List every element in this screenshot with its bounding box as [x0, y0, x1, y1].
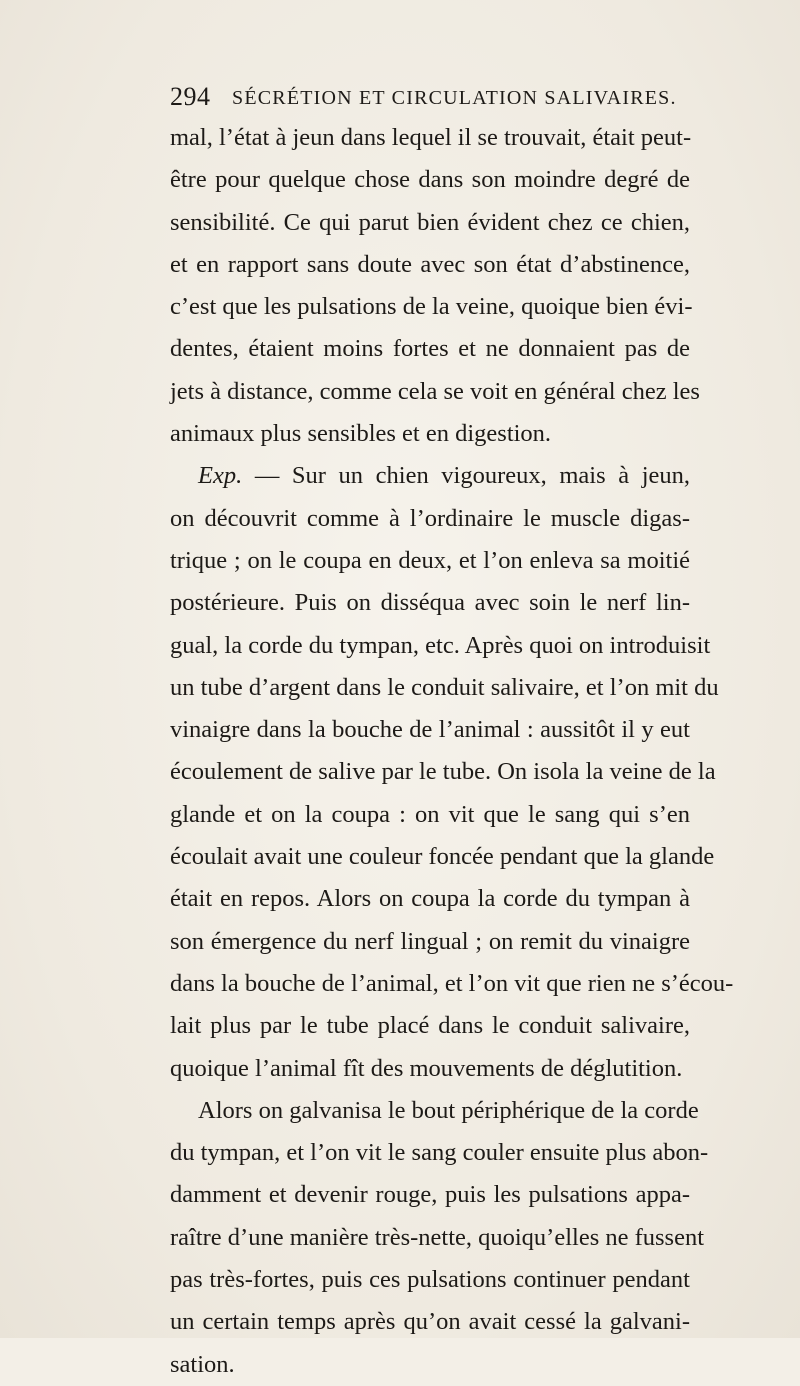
- text-line: dentes, étaient moins fortes et ne donnaient pas de: [170, 335, 690, 363]
- text-line: écoulait avait une couleur foncée pendant que la glande: [170, 843, 715, 871]
- text-line: était en repos. Alors on coupa la corde du tympan à: [170, 885, 690, 913]
- text-line: quoique l’animal fît des mouvements de déglutition.: [170, 1054, 683, 1082]
- text-line: Alors on galvanisa le bout périphérique de la corde: [198, 1096, 699, 1124]
- text-segment: — Sur un chien vigoureux, mais à jeun,: [254, 462, 691, 490]
- text-line: pas très-fortes, puis ces pulsations continuer pendant: [170, 1266, 690, 1294]
- page-header: [170, 82, 690, 112]
- text-line: sensibilité. Ce qui parut bien évident chez ce chien,: [170, 208, 690, 236]
- text-line: un certain temps après qu’on avait cessé la galvani-: [170, 1308, 690, 1336]
- text-line: être pour quelque chose dans son moindre degré de: [170, 166, 690, 194]
- experiment-label: Exp.: [198, 462, 243, 490]
- text-line: trique ; on le coupa en deux, et l’on enleva sa moitié: [170, 546, 690, 574]
- text-line: jets à distance, comme cela se voit en général chez les: [170, 377, 700, 405]
- text-line: postérieure. Puis on disséqua avec soin le nerf lin-: [170, 589, 690, 617]
- text-line: glande et on la coupa : on vit que le sang qui s’en: [170, 800, 690, 828]
- text-line: c’est que les pulsations de la veine, quoique bien évi-: [170, 293, 693, 321]
- text-line: un tube d’argent dans le conduit salivaire, et l’on mit du: [170, 673, 719, 701]
- page-number: 294: [170, 82, 211, 111]
- text-line: raître d’une manière très-nette, quoiqu’elles ne fussent: [170, 1223, 705, 1251]
- body-text: [170, 117, 734, 1386]
- text-line: animaux plus sensibles et en digestion.: [170, 420, 552, 448]
- text-line: lait plus par le tube placé dans le conduit salivaire,: [170, 1012, 690, 1040]
- text-line: son émergence du nerf lingual ; on remit du vinaigre: [170, 927, 690, 955]
- text-line: vinaigre dans la bouche de l’animal : aussitôt il y eut: [170, 716, 690, 744]
- text-line: gual, la corde du tympan, etc. Après quoi on introduisit: [170, 631, 711, 659]
- experiment-first-line: [170, 455, 690, 497]
- text-line: dans la bouche de l’animal, et l’on vit que rien ne s’écou-: [170, 969, 734, 997]
- running-title: SÉCRÉTION ET CIRCULATION SALIVAIRES.: [232, 87, 677, 109]
- text-line: damment et devenir rouge, puis les pulsations appa-: [170, 1181, 690, 1209]
- text-line: mal, l’état à jeun dans lequel il se trouvait, était peut-: [170, 124, 692, 151]
- text-line: et en rapport sans doute avec son état d’abstinence,: [170, 250, 690, 278]
- text-line: du tympan, et l’on vit le sang couler ensuite plus abon-: [170, 1139, 709, 1167]
- text-line: sation.: [170, 1350, 235, 1378]
- text-line: on découvrit comme à l’ordinaire le muscle digas-: [170, 504, 690, 532]
- text-line: écoulement de salive par le tube. On isola la veine de la: [170, 758, 716, 786]
